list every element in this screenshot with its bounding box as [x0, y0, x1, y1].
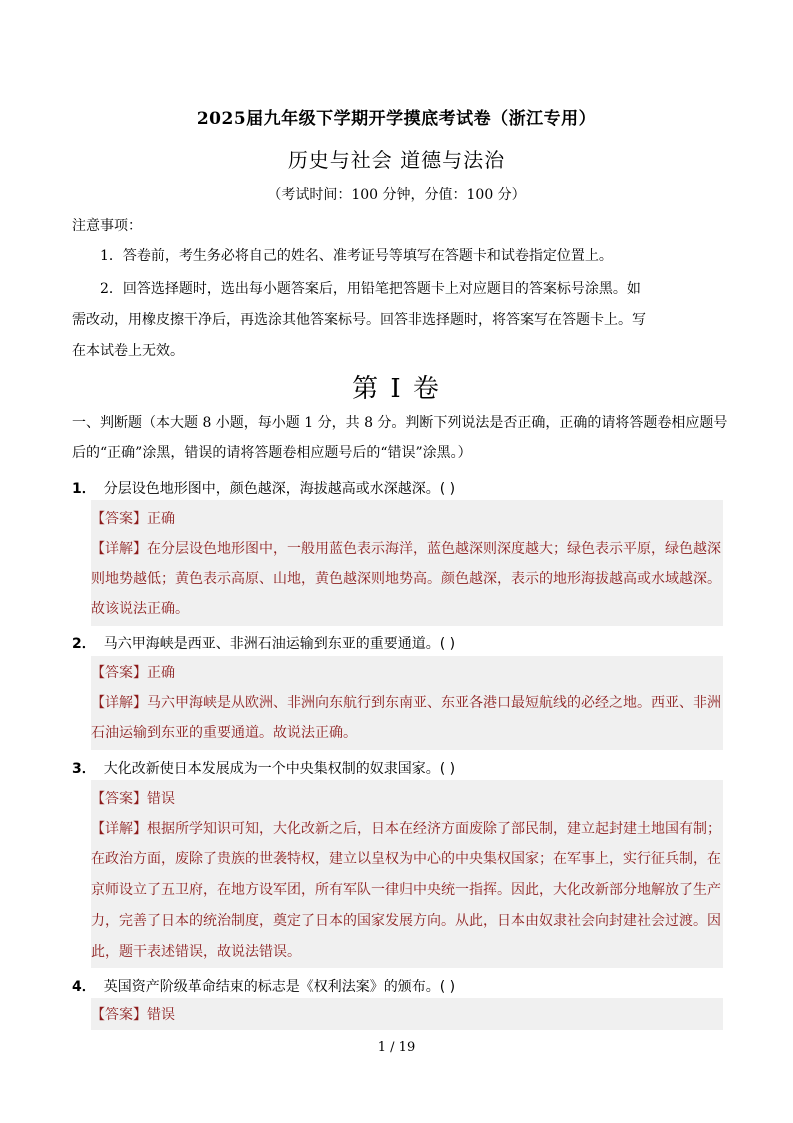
section-instruction-line-1: 一、判断题（本大题 8 小题，每小题 1 分，共 8 分。判断下列说法是否正确，正确的请将答题卷相应题号 [72, 415, 728, 431]
question-2 [72, 633, 455, 653]
question-3-detail-line-5: 此，题干表述错误，故说法错误。 [91, 944, 301, 960]
question-3-detail-line-1 [91, 818, 721, 838]
question-4-answer-value: 错误 [147, 1007, 175, 1023]
answer-tag: 【答案】 [91, 791, 147, 807]
exam-time-info: （考试时间：100 分钟，分值：100 分） [267, 187, 526, 203]
question-3-answer-box [91, 780, 723, 968]
detail-tag: 【详解】 [91, 695, 147, 711]
question-1-answer-value: 正确 [147, 511, 175, 527]
question-4-text: 英国资产阶级革命结束的标志是《权利法案》的颁布。( ) [103, 979, 456, 995]
question-3-detail-line-2: 在政治方面，废除了贵族的世袭特权，建立以皇权为中心的中央集权国家；在军事上，实行征兵制，在 [91, 851, 721, 867]
exam-title: 2025届九年级下学期开学摸底考试卷（浙江专用） [196, 109, 597, 129]
question-2-text: 马六甲海峡是西亚、非洲石油运输到东亚的重要通道。( ) [103, 636, 456, 652]
question-4-number: 4． [72, 979, 96, 995]
question-3-detail-line-3: 京师设立了五卫府，在地方设军团，所有军队一律归中央统一指挥。因此，大化改新部分地解放了生产 [91, 882, 721, 898]
notes-heading: 注意事项： [72, 218, 142, 234]
question-2-answer-value: 正确 [147, 665, 175, 681]
question-1-detail-line-1 [91, 538, 721, 558]
question-2-number: 2． [72, 636, 96, 652]
question-1-detail-line-2: 则地势越低；黄色表示高原、山地，黄色越深则地势高。颜色越深，表示的地形海拔越高或水域越深。 [91, 571, 721, 587]
question-2-detail-line-1 [91, 692, 721, 712]
detail-tag: 【详解】 [91, 541, 147, 557]
question-3-text: 大化改新使日本发展成为一个中央集权制的奴隶国家。( ) [103, 761, 456, 777]
page-number: 1 / 19 [377, 1040, 416, 1055]
notes-item-2-line-3: 在本试卷上无效。 [72, 343, 184, 359]
question-3-detail-line-4: 力，完善了日本的统治制度，奠定了日本的国家发展方向。从此，日本由奴隶社会向封建社会过渡。因 [91, 913, 721, 929]
question-2-detail-line-2: 石油运输到东亚的重要通道。故说法正确。 [91, 725, 357, 741]
question-1-answer-box [91, 500, 723, 626]
answer-tag: 【答案】 [91, 1007, 147, 1023]
question-2-answer [91, 662, 175, 682]
question-1-answer [91, 508, 175, 528]
question-3-answer-value: 错误 [147, 791, 175, 807]
question-4-answer [91, 1004, 175, 1024]
detail-tag: 【详解】 [91, 821, 147, 837]
question-1-detail-text-1: 在分层设色地形图中，一般用蓝色表示海洋，蓝色越深则深度越大；绿色表示平原，绿色越深 [147, 541, 721, 557]
question-1 [72, 478, 455, 498]
question-3-detail-text-1: 根据所学知识可知，大化改新之后，日本在经济方面废除了部民制，建立起封建土地国有制； [147, 821, 721, 837]
question-1-text: 分层设色地形图中，颜色越深，海拔越高或水深越深。( ) [103, 481, 456, 497]
notes-item-1: 1．答卷前，考生务必将自己的姓名、准考证号等填写在答题卡和试卷指定位置上。 [100, 248, 613, 264]
question-3-answer [91, 788, 175, 808]
question-1-detail-line-3: 故该说法正确。 [91, 601, 189, 617]
notes-item-2-line-1: 2．回答选择题时，选出每小题答案后，用铅笔把答题卡上对应题目的答案标号涂黑。如 [100, 281, 641, 297]
answer-tag: 【答案】 [91, 665, 147, 681]
section-title: 第 I 卷 [352, 374, 441, 404]
question-2-answer-box [91, 656, 723, 750]
question-3 [72, 758, 455, 778]
section-instruction-line-2: 后的“正确”涂黑，错误的请将答题卷相应题号后的“错误”涂黑。） [72, 445, 472, 461]
question-2-detail-text-1: 马六甲海峡是从欧洲、非洲向东航行到东南亚、东亚各港口最短航线的必经之地。西亚、非洲 [147, 695, 721, 711]
question-1-number: 1． [72, 481, 96, 497]
answer-tag: 【答案】 [91, 511, 147, 527]
exam-subtitle: 历史与社会 道德与法治 [287, 148, 506, 172]
question-4 [72, 976, 455, 996]
notes-item-2-line-2: 需改动，用橡皮擦干净后，再选涂其他答案标号。回答非选择题时，将答案写在答题卡上。写 [72, 312, 646, 328]
question-3-number: 3． [72, 761, 96, 777]
question-4-answer-box [91, 998, 723, 1030]
